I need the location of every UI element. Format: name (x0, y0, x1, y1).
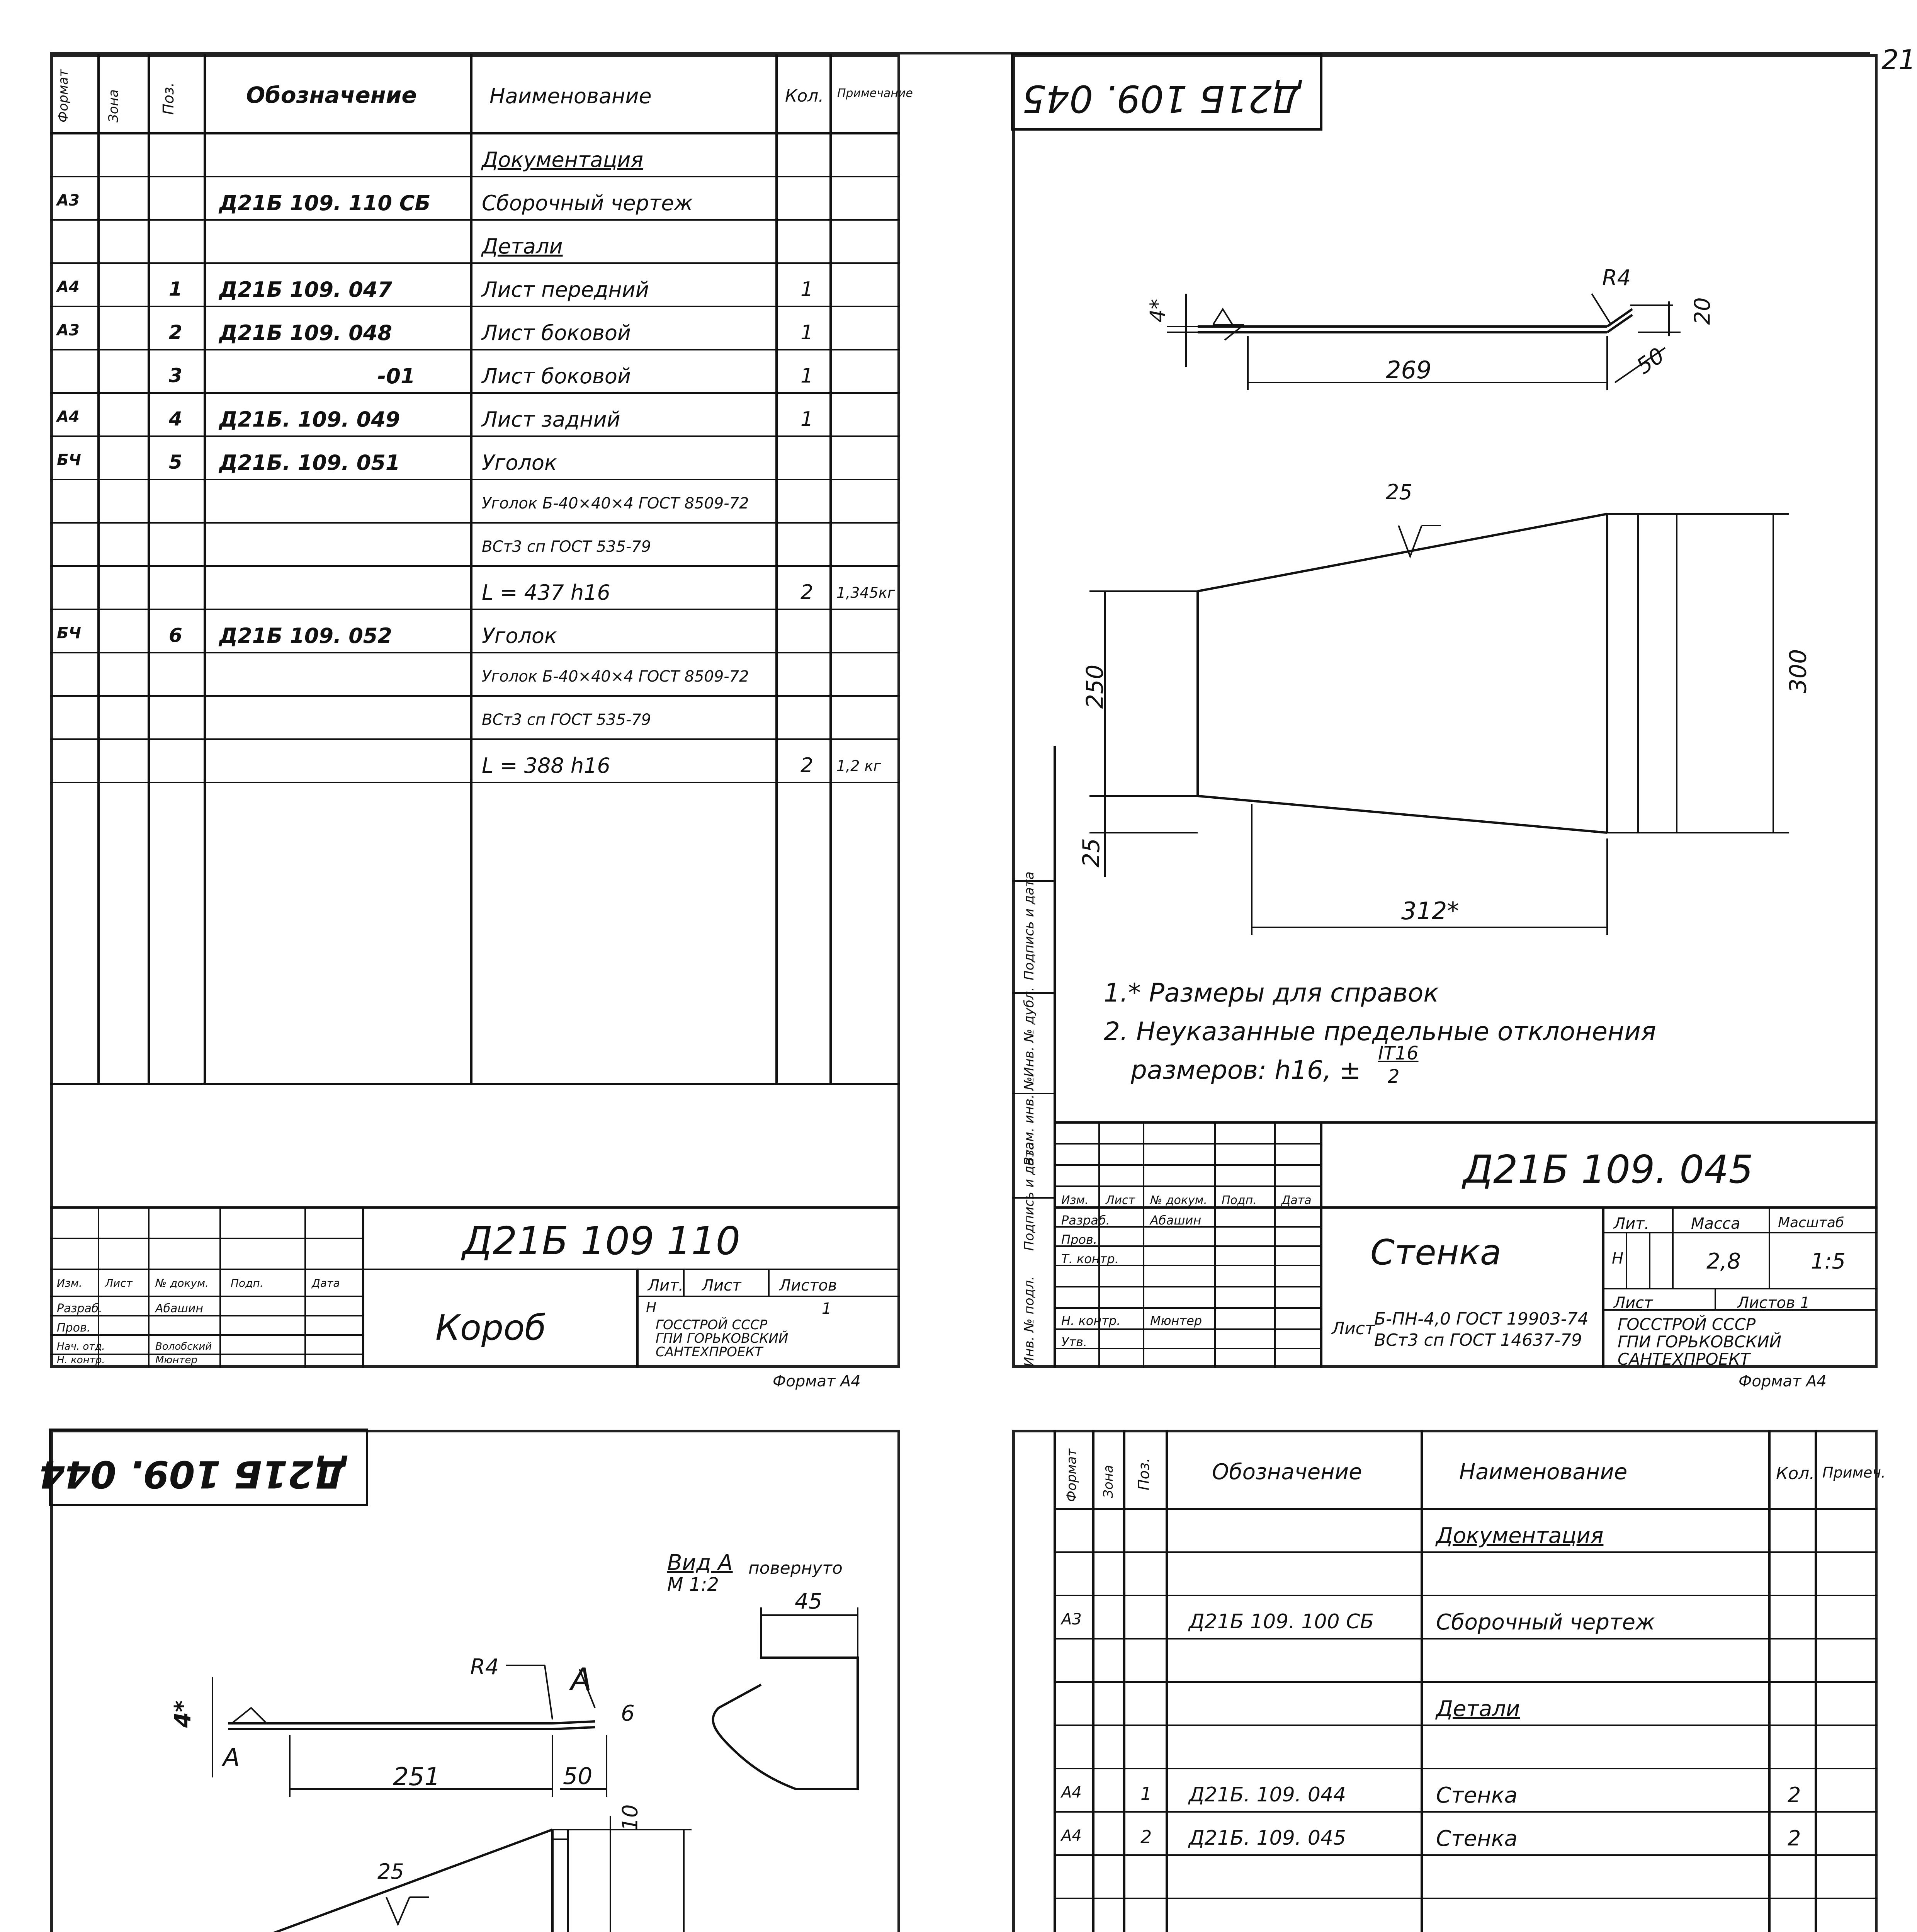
spec1-row-designation: Д21Б 109. 048 (219, 321, 392, 345)
spec1-row-format: А4 (57, 278, 80, 296)
spec2-row-pos: 2 (1140, 1827, 1152, 1847)
drawing045-material-1: Б-ПН-4,0 ГОСТ 19903-74 (1374, 1309, 1589, 1329)
spec1-row-pos: 6 (169, 624, 182, 646)
spec2-header-format: Формат (1064, 1449, 1079, 1502)
drawing044-dim-10: 10 (618, 1804, 642, 1831)
drawing045-prov: Пров. (1061, 1232, 1097, 1247)
spec1-row-name: Уголок (482, 624, 557, 648)
drawing044-label-a: А (571, 1662, 592, 1697)
spec1-header-pos: Поз. (160, 82, 177, 115)
drawing044-dim-251: 251 (393, 1763, 440, 1791)
drawing044-dim-4: 4* (169, 1700, 196, 1728)
spec1-row-pos: 5 (169, 451, 182, 473)
spec2-header-name: Наименование (1459, 1459, 1628, 1485)
spec1-row-qty: 2 (800, 754, 814, 777)
spec1-row-name: ВСт3 сп ГОСТ 535-79 (482, 538, 651, 556)
spec1-col-data: Дата (312, 1277, 340, 1289)
drawing045-col-list: Лист (1106, 1194, 1135, 1207)
spec1-lit-label: Лит. (648, 1277, 684, 1294)
drawing045-dim-20: 20 (1690, 297, 1715, 325)
spec1-row-designation: Д21Б. 109. 051 (219, 451, 400, 475)
drawing045-org3: САНТЕХПРОЕКТ (1618, 1350, 1750, 1369)
spec1-code: Д21Б 109 110 (462, 1218, 741, 1264)
spec1-org2: ГПИ ГОРЬКОВСКИЙ (656, 1331, 789, 1346)
drawing044-rough: 25 (377, 1859, 404, 1884)
spec1-header-qty: Кол. (785, 86, 824, 106)
spec2-row-pos: 1 (1140, 1783, 1152, 1804)
spec1-listov-label: Листов (779, 1277, 837, 1294)
spec1-razrab-name: Абашин (155, 1302, 203, 1315)
drawing045-side-4: Инв. № дубл. (1021, 987, 1037, 1077)
spec1-row-name: Лист задний (482, 407, 620, 432)
spec1-header-note: Примечание (837, 87, 913, 100)
drawing044-dim-6: 6 (621, 1701, 635, 1726)
drawing044-dim-45: 45 (795, 1589, 823, 1614)
spec1-header-designation: Обозначение (246, 82, 417, 108)
spec1-row-name: Лист боковой (482, 364, 631, 388)
spec2-header-pos: Поз. (1135, 1458, 1152, 1490)
spec1-row-name: Уголок (482, 451, 557, 475)
drawing045-tol-den: 2 (1388, 1066, 1400, 1087)
spec1-prov: Пров. (57, 1321, 91, 1335)
spec1-org3: САНТЕХПРОЕКТ (656, 1344, 763, 1360)
spec1-list-label: Лист (702, 1277, 741, 1294)
spec1-row-designation: -01 (377, 364, 415, 388)
spec1-grid (50, 54, 900, 1368)
drawing045-org1: ГОССТРОЙ СССР (1618, 1315, 1756, 1334)
drawing045-dim-50: 50 (1632, 343, 1669, 379)
spec1-row-name: Детали (482, 234, 563, 259)
spec1-row-name: L = 388 h16 (482, 753, 610, 778)
spec1-col-list: Лист (105, 1277, 133, 1289)
drawing045-dim-4: 4* (1145, 299, 1170, 323)
spec2-grid (1012, 1430, 1878, 1932)
spec1-col-podp: Подп. (231, 1277, 263, 1289)
spec1-row-name: Лист боковой (482, 321, 631, 345)
spec1-n-kontr-name: Мюнтер (155, 1354, 197, 1366)
drawing045-utv: Утв. (1061, 1335, 1088, 1349)
drawing045-n-kontr-name: Мюнтер (1150, 1313, 1202, 1328)
drawing044-stamp: Д21Б 109. 044 (39, 1452, 347, 1496)
spec1-row-format: БЧ (57, 624, 81, 642)
spec2-row-designation: Д21Б 109. 100 СБ (1189, 1610, 1374, 1633)
drawing045-tol-num: IT16 (1378, 1043, 1419, 1064)
spec2-row-format: А4 (1061, 1784, 1082, 1801)
drawing045-code: Д21Б 109. 045 (1463, 1147, 1754, 1192)
spec2-row-name: Сборочный чертеж (1436, 1610, 1655, 1635)
spec2-row-designation: Д21Б. 109. 045 (1189, 1827, 1346, 1850)
drawing045-dim-250: 250 (1081, 664, 1109, 709)
spec1-col-ndok: № докум. (155, 1277, 209, 1289)
drawing045-mass: 2,8 (1706, 1249, 1741, 1274)
drawing045-material-label: Лист (1332, 1319, 1375, 1338)
drawing045-lit: Н (1612, 1250, 1624, 1267)
spec1-row-name: Документация (482, 148, 643, 172)
drawing045-n-kontr: Н. контр. (1061, 1313, 1121, 1328)
spec1-row-format: А3 (57, 321, 80, 339)
spec1-lit: Н (646, 1300, 657, 1316)
drawing045-stamp: Д21Б 109. 045 (1022, 77, 1301, 120)
spec2-row-designation: Д21Б. 109. 044 (1189, 1783, 1346, 1806)
drawing045-rough: 25 (1386, 480, 1412, 504)
spec1-header-format: Формат (56, 69, 71, 122)
drawing045-material-2: ВСт3 сп ГОСТ 14637-79 (1374, 1330, 1582, 1350)
spec2-row-name: Детали (1436, 1696, 1520, 1721)
spec2-row-name: Документация (1436, 1523, 1604, 1548)
spec1-name: Короб (435, 1308, 546, 1348)
spec1-row-name: Уголок Б-40×40×4 ГОСТ 8509-72 (482, 495, 749, 512)
drawing045-side-3: Взам. инв. № (1021, 1077, 1037, 1166)
spec1-row-name: Уголок Б-40×40×4 ГОСТ 8509-72 (482, 668, 749, 685)
spec1-row-note: 1,345кг (836, 584, 895, 601)
spec1-row-designation: Д21Б. 109. 049 (219, 407, 400, 432)
spec2-row-qty: 2 (1788, 1783, 1801, 1807)
spec1-row-designation: Д21Б 109. 047 (219, 277, 392, 302)
drawing045-lit-label: Лит. (1614, 1215, 1650, 1233)
drawing044-dim-50: 50 (563, 1763, 593, 1790)
drawing044-lines (39, 1430, 900, 1932)
drawing045-org2: ГПИ ГОРЬКОВСКИЙ (1618, 1332, 1782, 1351)
spec1-row-designation: Д21Б 109. 110 СБ (219, 191, 431, 215)
spec1-row-pos: 3 (169, 364, 182, 387)
spec2-row-name: Стенка (1436, 1826, 1518, 1851)
drawing044-view-label: Вид А (667, 1550, 733, 1575)
spec2-row-format: А4 (1061, 1827, 1082, 1845)
spec1-nach-otd: Нач. отд. (57, 1341, 105, 1352)
drawing045-col-ndok: № докум. (1150, 1194, 1207, 1207)
spec2-header-note: Примеч. (1822, 1464, 1886, 1481)
spec1-row-qty: 1 (800, 321, 814, 344)
drawing045-dim-312: 312* (1401, 897, 1459, 925)
spec1-n-kontr: Н. контр. (57, 1354, 105, 1366)
spec1-listov: 1 (822, 1300, 832, 1318)
drawing044-view-note: повернуто (748, 1558, 843, 1578)
drawing045-t-kontr: Т. контр. (1061, 1252, 1119, 1266)
drawing045-scale: 1:5 (1811, 1249, 1846, 1274)
drawing045-format: Формат А4 (1739, 1372, 1827, 1390)
spec2-row-format: А3 (1061, 1611, 1082, 1628)
spec1-row-designation: Д21Б 109. 052 (219, 624, 392, 648)
drawing045-scale-label: Масштаб (1778, 1215, 1844, 1231)
drawing045-side-5: Подпись и дата (1021, 871, 1037, 980)
spec1-row-format: А4 (57, 408, 80, 426)
spec1-row-qty: 1 (800, 278, 814, 301)
drawing045-dim-269: 269 (1386, 356, 1432, 384)
spec1-row-name: L = 437 h16 (482, 580, 610, 605)
spec1-row-pos: 1 (169, 278, 182, 300)
spec1-row-qty: 1 (800, 364, 814, 388)
spec1-row-name: Сборочный чертеж (482, 191, 693, 215)
page-number: 21 (1881, 44, 1916, 76)
spec1-row-note: 1,2 кг (836, 757, 881, 774)
spec1-header-zone: Зона (106, 89, 121, 122)
spec1-row-format: А3 (57, 192, 80, 209)
spec-sheet-perekhod (1012, 1430, 1886, 1932)
spec1-format: Формат А4 (773, 1372, 861, 1390)
drawing045-col-data: Дата (1281, 1194, 1312, 1207)
spec1-row-qty: 2 (800, 581, 814, 604)
spec2-header-qty: Кол. (1776, 1464, 1815, 1483)
drawing045-listov-label: Листов 1 (1737, 1294, 1810, 1312)
drawing045-dim-300: 300 (1784, 649, 1812, 694)
spec1-row-name: ВСт3 сп ГОСТ 535-79 (482, 711, 651, 729)
drawing045-dim-r4: R4 (1602, 265, 1631, 291)
drawing045-name: Стенка (1370, 1232, 1501, 1273)
drawing045-dim-25: 25 (1078, 838, 1105, 868)
drawing-sheet-045 (1012, 54, 1878, 1368)
spec1-row-qty: 1 (800, 408, 814, 431)
drawing045-razrab: Разраб. (1061, 1213, 1110, 1228)
spec1-org1: ГОССТРОЙ СССР (656, 1317, 768, 1333)
drawing045-col-podp: Подп. (1222, 1194, 1257, 1207)
spec1-row-name: Лист передний (482, 277, 649, 302)
drawing044-view-scale: М 1:2 (667, 1574, 719, 1595)
drawing045-side-2: Подпись и дата (1021, 1142, 1037, 1251)
spec2-row-name: Стенка (1436, 1783, 1518, 1808)
spec2-header-zone: Зона (1101, 1465, 1116, 1498)
spec1-razrab: Разраб. (57, 1302, 102, 1315)
spec1-row-pos: 4 (169, 408, 182, 430)
drawing045-col-izm: Изм. (1061, 1194, 1089, 1207)
spec1-nach-otd-name: Волобский (155, 1341, 212, 1352)
spec2-header-designation: Обозначение (1212, 1459, 1362, 1485)
spec1-row-format: БЧ (57, 451, 81, 469)
drawing045-mass-label: Масса (1691, 1215, 1740, 1233)
drawing045-note-3: размеров: h16, ± (1131, 1055, 1361, 1085)
drawing044-label-a2: А (223, 1743, 240, 1772)
drawing045-note-1: 1.* Размеры для справок (1104, 978, 1439, 1008)
drawing045-side-1: Инв. № подл. (1021, 1276, 1037, 1367)
drawing045-note-2: 2. Неуказанные предельные отклонения (1104, 1017, 1656, 1046)
spec1-row-pos: 2 (169, 321, 182, 344)
drawing-sheet-044 (39, 1430, 900, 1932)
spec-sheet-korob (50, 54, 913, 1368)
drawing045-list-label: Лист (1614, 1294, 1653, 1312)
drawing044-dim-r4: R4 (470, 1655, 499, 1680)
spec1-header-name: Наименование (489, 84, 652, 108)
drawing045-razrab-name: Абашин (1150, 1213, 1202, 1228)
spec1-col-izm: Изм. (57, 1277, 82, 1289)
spec2-row-qty: 2 (1788, 1826, 1801, 1850)
